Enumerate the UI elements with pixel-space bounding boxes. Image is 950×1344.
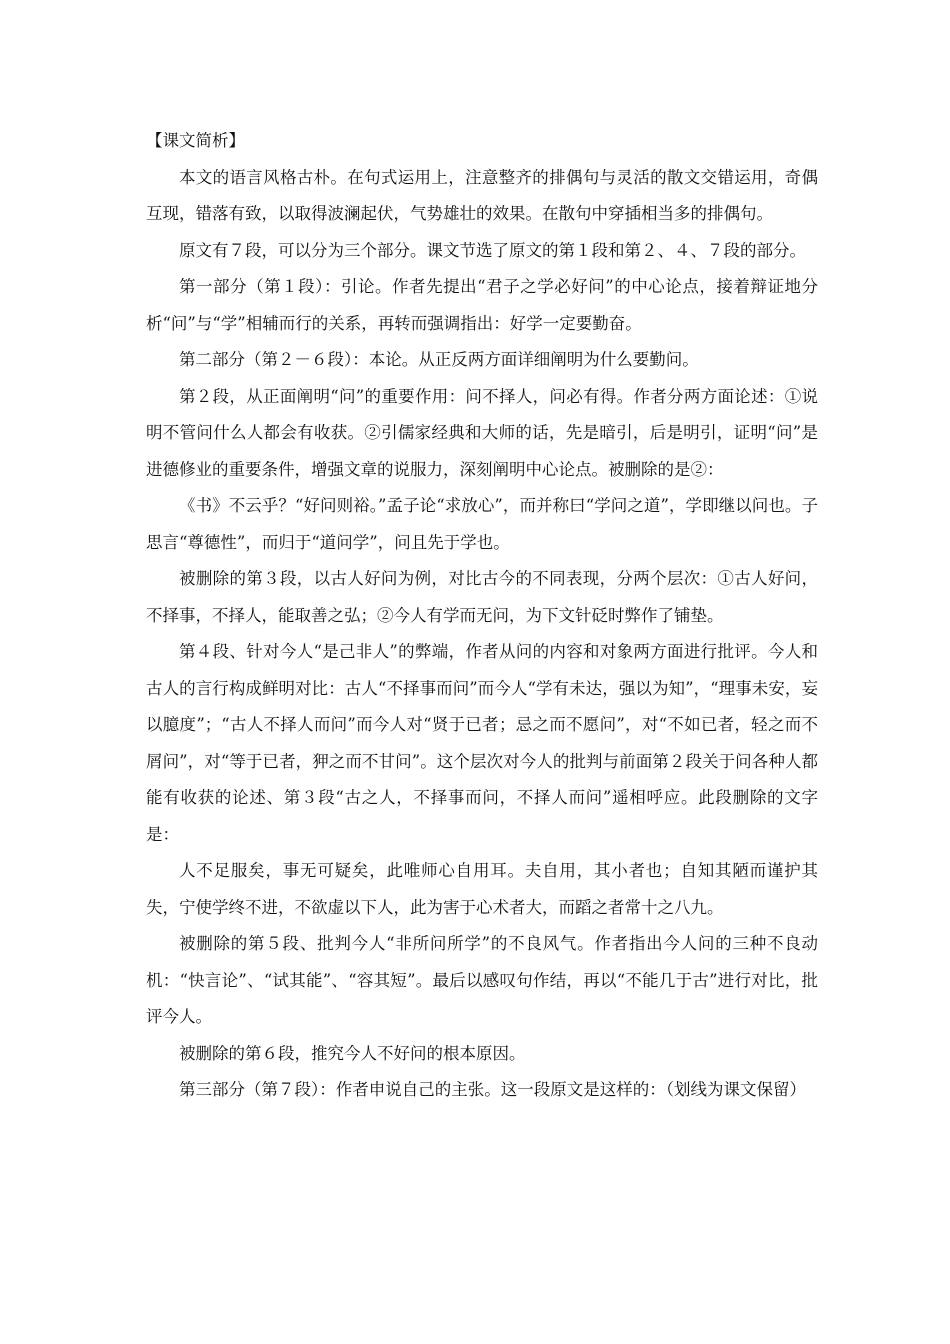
section-heading: 【课文简析】 xyxy=(146,131,245,150)
paragraph-section-six: 被删除的第６段，推究今人不好问的根本原因。 xyxy=(179,1043,526,1063)
paragraph-part-three: 第三部分（第７段）：作者申说自己的主张。这一段原文是这样的：（划线为课文保留） xyxy=(179,1080,806,1099)
paragraph-structure-overview: 原文有７段，可以分为三个部分。课文节选了原文的第１段和第２、４、７段的部分。 xyxy=(179,240,806,260)
paragraph-language-style: 本文的语言风格古朴。在句式运用上，注意整齐的排偶句与灵活的散文交错运用，奇偶互现，错落有致，以取得波澜起伏，气势雄壮的效果。在散句中穿插相当多的排偶句。 xyxy=(146,167,818,223)
paragraph-part-one: 第一部分（第１段）：引论。作者先提出“君子之学必好问”的中心论点，接着辩证地分析“问”与“学”相辅而行的关系，再转而强调指出：好学一定要勤奋。 xyxy=(146,277,818,333)
paragraph-deleted-quote-two: 人不足服矣，事无可疑矣，此唯师心自用耳。夫自用，其小者也；自知其陋而谨护其失，宁使学终不进，不欲虚以下人，此为害于心术者大，而蹈之者常十之八九。 xyxy=(146,861,818,917)
paragraph-section-two: 第２段，从正面阐明“问”的重要作用：问不择人，问必有得。作者分两方面论述：①说明不管问什么人都会有收获。②引儒家经典和大师的话，先是暗引，后是明引，证明“问”是进德修业的重要条件，增强文章的说服力，深刻阐明中心论点。被删除的是②： xyxy=(146,386,818,479)
paragraph-section-five: 被删除的第５段、批判今人“非所问所学”的不良风气。作者指出今人问的三种不良动机：“快言论”、“试其能”、“容其短”。最后以感叹句作结，再以“不能几于古”进行对比，批评今人。 xyxy=(146,934,818,1026)
paragraph-part-two: 第二部分（第２－６段）：本论。从正反两方面详细阐明为什么要勤问。 xyxy=(179,350,699,369)
paragraph-deleted-quote-one: 《书》不云乎？“好问则裕。”孟子论“求放心”，而并称曰“学问之道”，学即继以问也。子思言“尊德性”，而归于“道问学”，问且先于学也。 xyxy=(146,496,818,552)
paragraph-section-four: 第４段、针对今人“是己非人”的弊端，作者从问的内容和对象两方面进行批评。今人和古人的言行构成鲜明对比：古人“不择事而问”而今人“学有未达，强以为知”，“理事未安，妄以臆度”；“古人不择人而问”而今人对“贤于已者；忌之而不愿问”，对“不如已者，轻之而不屑问”，对“等于已者，狎之而不甘问”。这个层次对今人的批判与前面第２段关于问各种人都能有收获的论述、第３段“古之人，不择事而问，不择人而问”遥相呼应。此段删除的文字是： xyxy=(146,642,818,844)
paragraph-section-three: 被删除的第３段，以古人好问为例，对比古今的不同表现，分两个层次：①古人好问，不择事，不择人，能取善之弘；②今人有学而无问，为下文针砭时弊作了铺垫。 xyxy=(146,569,818,625)
document-body xyxy=(146,123,818,1109)
